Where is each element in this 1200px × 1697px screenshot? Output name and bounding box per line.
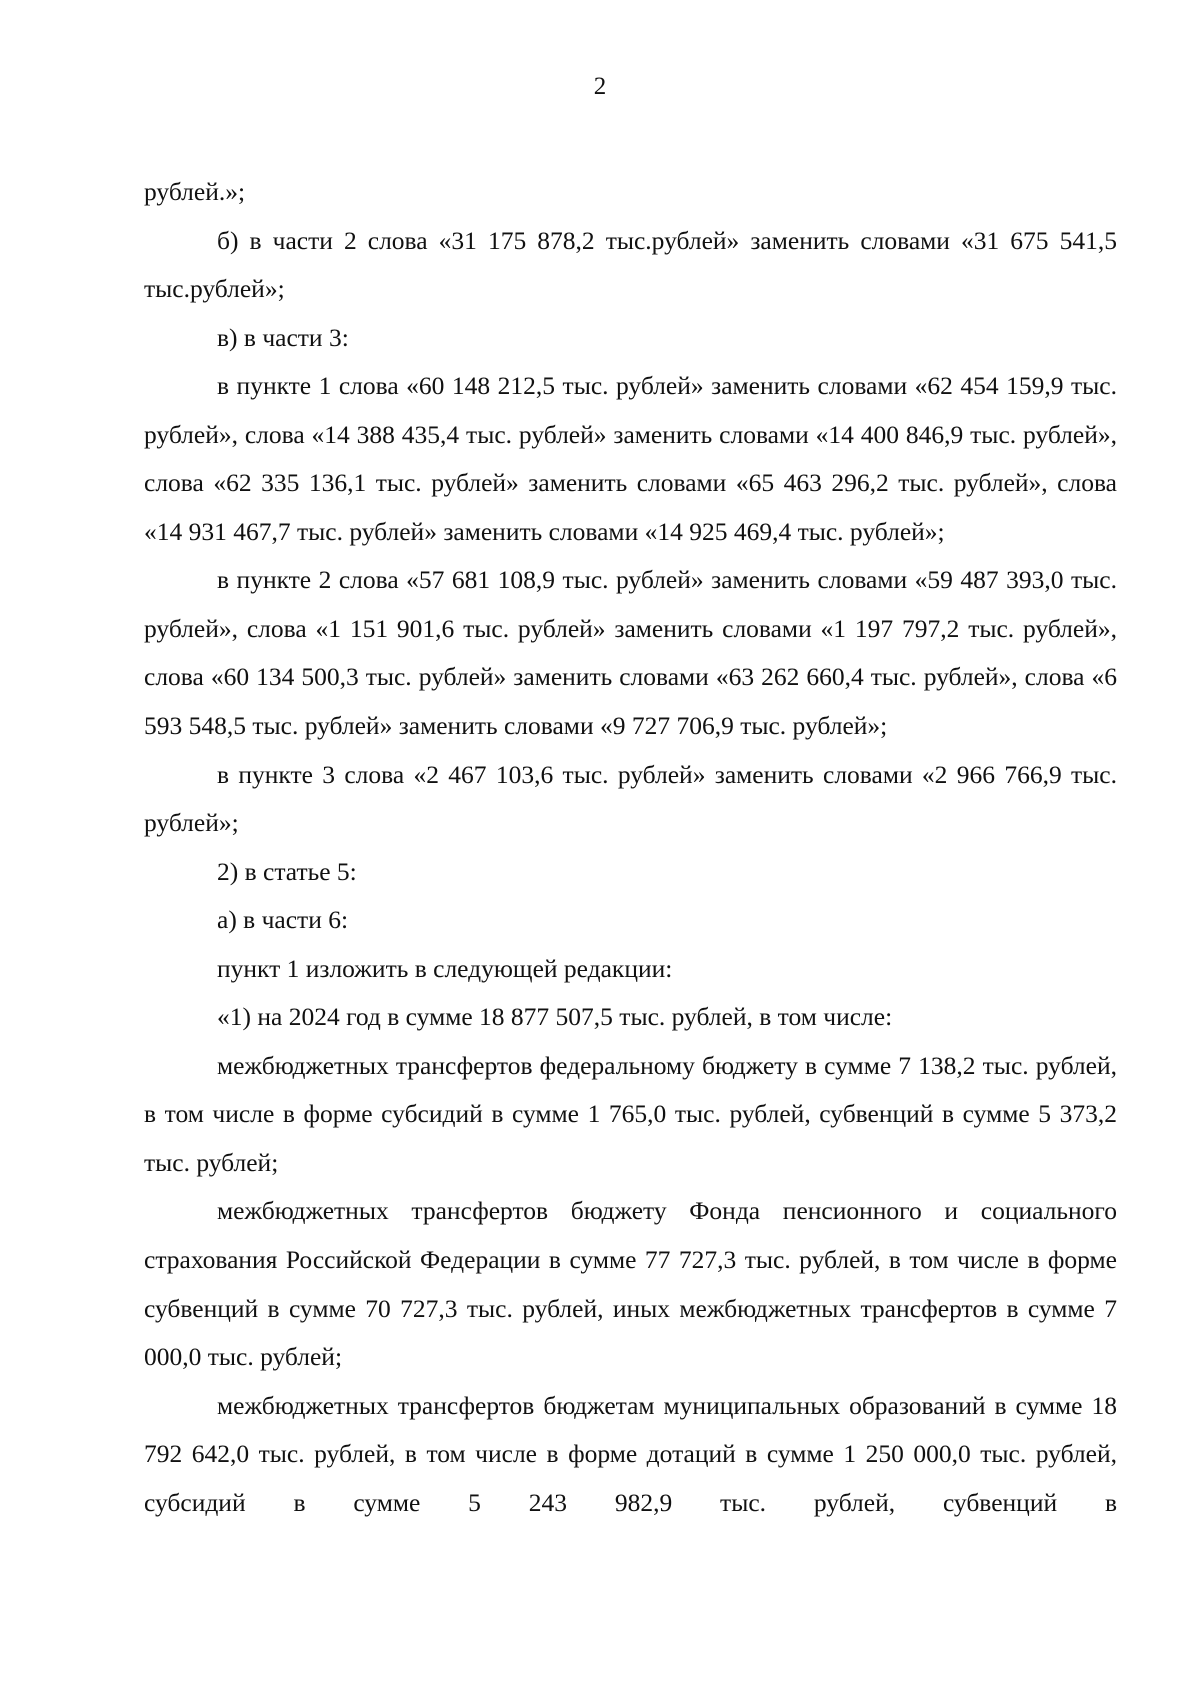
paragraph: 2) в статье 5: <box>217 856 357 886</box>
paragraph: в) в части 3: <box>217 322 349 352</box>
paragraph: рублей.»; <box>144 177 246 206</box>
paragraph: в пункте 3 слова «2 467 103,6 тыс. рублей» заменить словами «2 966 766,9 тыс. рублей»; <box>144 759 1117 838</box>
page-number: 2 <box>593 73 607 100</box>
document-body <box>144 168 1117 1527</box>
paragraph: пункт 1 изложить в следующей редакции: <box>217 953 673 983</box>
paragraph: в пункте 2 слова «57 681 108,9 тыс. рублей» заменить словами «59 487 393,0 тыс. рублей», слова «1 151 901,6 тыс. рублей» заменить словами «1 197 797,2 тыс. рублей», слова «60 134 500,3 тыс. рублей» заменить словами «63 262 660,4 тыс. рублей», слова «6 593 548,5 тыс. рублей» заменить словами «9 727 706,9 тыс. рублей»; <box>144 565 1117 741</box>
paragraph-continued: межбюджетных трансфертов бюджетам муниципальных образований в сумме 18 792 642,0 тыс. рублей, в том числе в форме дотаций в сумме 1 250 000,0 тыс. рублей, субсидий в сумме 5 243 982,9 тыс. рублей, субвенций в <box>144 1390 1117 1517</box>
paragraph: межбюджетных трансфертов федеральному бюджету в сумме 7 138,2 тыс. рублей, в том числе в форме субсидий в сумме 1 765,0 тыс. рублей, субвенций в сумме 5 373,2 тыс. рублей; <box>144 1050 1117 1177</box>
paragraph: «1) на 2024 год в сумме 18 877 507,5 тыс. рублей, в том числе: <box>217 1002 893 1032</box>
paragraph: а) в части 6: <box>217 905 349 935</box>
paragraph: в пункте 1 слова «60 148 212,5 тыс. рублей» заменить словами «62 454 159,9 тыс. рублей», слова «14 388 435,4 тыс. рублей» заменить словами «14 400 846,9 тыс. рублей», слова «62 335 136,1 тыс. рублей» заменить словами «65 463 296,2 тыс. рублей», слова «14 931 467,7 тыс. рублей» заменить словами «14 925 469,4 тыс. рублей»; <box>144 371 1117 546</box>
paragraph: б) в части 2 слова «31 175 878,2 тыс.рублей» заменить словами «31 675 541,5 тыс.рублей»; <box>144 225 1117 304</box>
paragraph: межбюджетных трансфертов бюджету Фонда пенсионного и социального страхования Российской Федерации в сумме 77 727,3 тыс. рублей, в том числе в форме субвенций в сумме 70 727,3 тыс. рублей, иных межбюджетных трансфертов в сумме 7 000,0 тыс. рублей; <box>144 1196 1117 1372</box>
